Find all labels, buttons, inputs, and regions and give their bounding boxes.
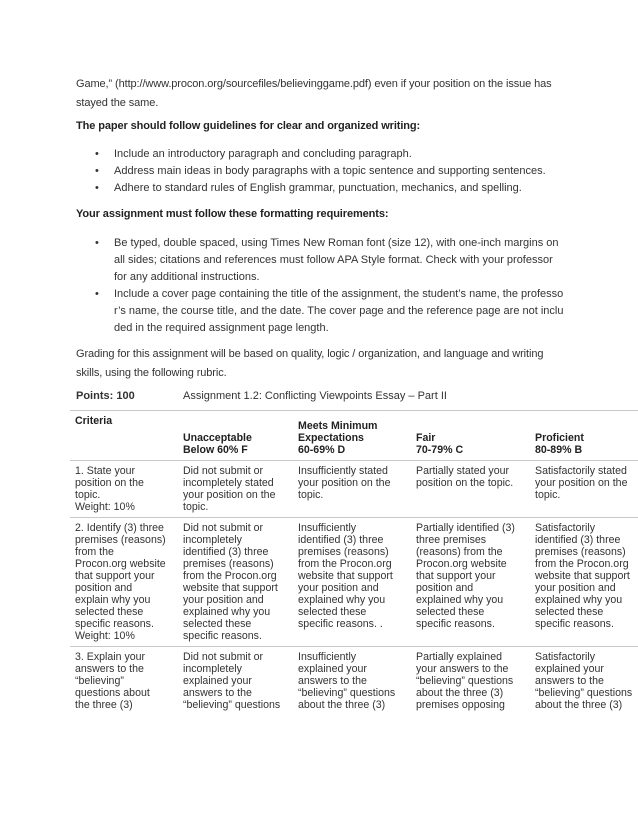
list-item: • Include a cover page containing the title of the assignment, the student’s name, the professo r’s name, the course title, and the date. The cover page and the reference page are not inclu ded in the required assignment page length.	[95, 288, 564, 334]
criteria-cell: 2. Identify (3) three premises (reasons) from the Procon.org website that support your position and explain why you selected these specific reasons. Weight: 10%	[70, 518, 178, 647]
header-proficient: Proficient 80-89% B	[530, 411, 638, 461]
table-row	[70, 647, 638, 716]
points-label: Points: 100	[76, 390, 135, 402]
table-row	[70, 461, 638, 518]
writing-heading: The paper should follow guidelines for clear and organized writing:	[76, 120, 421, 132]
bullet-icon: •	[95, 288, 99, 300]
header-criteria: Criteria	[70, 411, 178, 461]
intro-line-2: stayed the same.	[76, 97, 159, 109]
fair-cell: Partially identified (3) three premises (reasons) from the Procon.org website that support your position and explained why you selected these specific reasons.	[411, 518, 530, 647]
header-unacceptable: Unacceptable Below 60% F	[178, 411, 293, 461]
table-row	[70, 518, 638, 647]
fair-cell: Partially stated your position on the topic.	[411, 461, 530, 518]
rubric-table	[70, 410, 638, 715]
bullet-icon: •	[95, 237, 99, 249]
grading-line-2: skills, using the following rubric.	[76, 367, 227, 379]
list-item: • Be typed, double spaced, using Times New Roman font (size 12), with one-inch margins on all sides; citations and references must follow APA Style format. Check with your professor for any additional instructions.	[95, 237, 559, 283]
intro-line-1: Game,” (http://www.procon.org/sourcefiles/believinggame.pdf) even if your position on the issue has	[76, 78, 552, 90]
header-fair: Fair 70-79% C	[411, 411, 530, 461]
list-item: • Adhere to standard rules of English grammar, punctuation, mechanics, and spelling.	[76, 180, 576, 197]
proficient-cell: Satisfactorily stated your position on the topic.	[530, 461, 638, 518]
points-row	[76, 390, 636, 408]
bullet-icon: •	[95, 182, 99, 194]
grading-line-1: Grading for this assignment will be based on quality, logic / organization, and language and writing	[76, 348, 544, 360]
meets-minimum-cell: Insufficiently identified (3) three premises (reasons) from the Procon.org website that support your position and explained why you selected these specific reasons. .	[293, 518, 411, 647]
unacceptable-cell: Did not submit or incompletely explained your answers to the “believing” questions	[178, 647, 293, 716]
list-item: • Address main ideas in body paragraphs with a topic sentence and supporting sentences.	[76, 163, 576, 180]
bullet-icon: •	[95, 165, 99, 177]
proficient-cell: Satisfactorily identified (3) three premises (reasons) from the Procon.org website that support your position and explained why you selected these specific reasons.	[530, 518, 638, 647]
rubric-header-row	[70, 411, 638, 461]
header-meets-minimum: Meets Minimum Expectations 60-69% D	[293, 411, 411, 461]
grading-paragraph	[76, 345, 576, 383]
formatting-heading: Your assignment must follow these formatting requirements:	[76, 208, 389, 220]
assignment-title: Assignment 1.2: Conflicting Viewpoints Essay – Part II	[183, 390, 447, 402]
meets-minimum-cell: Insufficiently stated your position on the topic.	[293, 461, 411, 518]
unacceptable-cell: Did not submit or incompletely identified (3) three premises (reasons) from the Procon.org website that support your position and explained why you selected these specific reasons.	[178, 518, 293, 647]
intro-paragraph	[76, 75, 576, 113]
list-item: • Include an introductory paragraph and concluding paragraph.	[76, 146, 576, 163]
unacceptable-cell: Did not submit or incompletely stated your position on the topic.	[178, 461, 293, 518]
meets-minimum-cell: Insufficiently explained your answers to the “believing” questions about the three (3)	[293, 647, 411, 716]
fair-cell: Partially explained your answers to the “believing” questions about the three (3) premises opposing	[411, 647, 530, 716]
bullet-icon: •	[95, 148, 99, 160]
formatting-list	[76, 235, 576, 337]
criteria-cell: 3. Explain your answers to the “believing” questions about the three (3)	[70, 647, 178, 716]
criteria-cell: 1. State your position on the topic. Weight: 10%	[70, 461, 178, 518]
writing-list	[76, 146, 576, 197]
proficient-cell: Satisfactorily explained your answers to the “believing” questions about the three (3)	[530, 647, 638, 716]
